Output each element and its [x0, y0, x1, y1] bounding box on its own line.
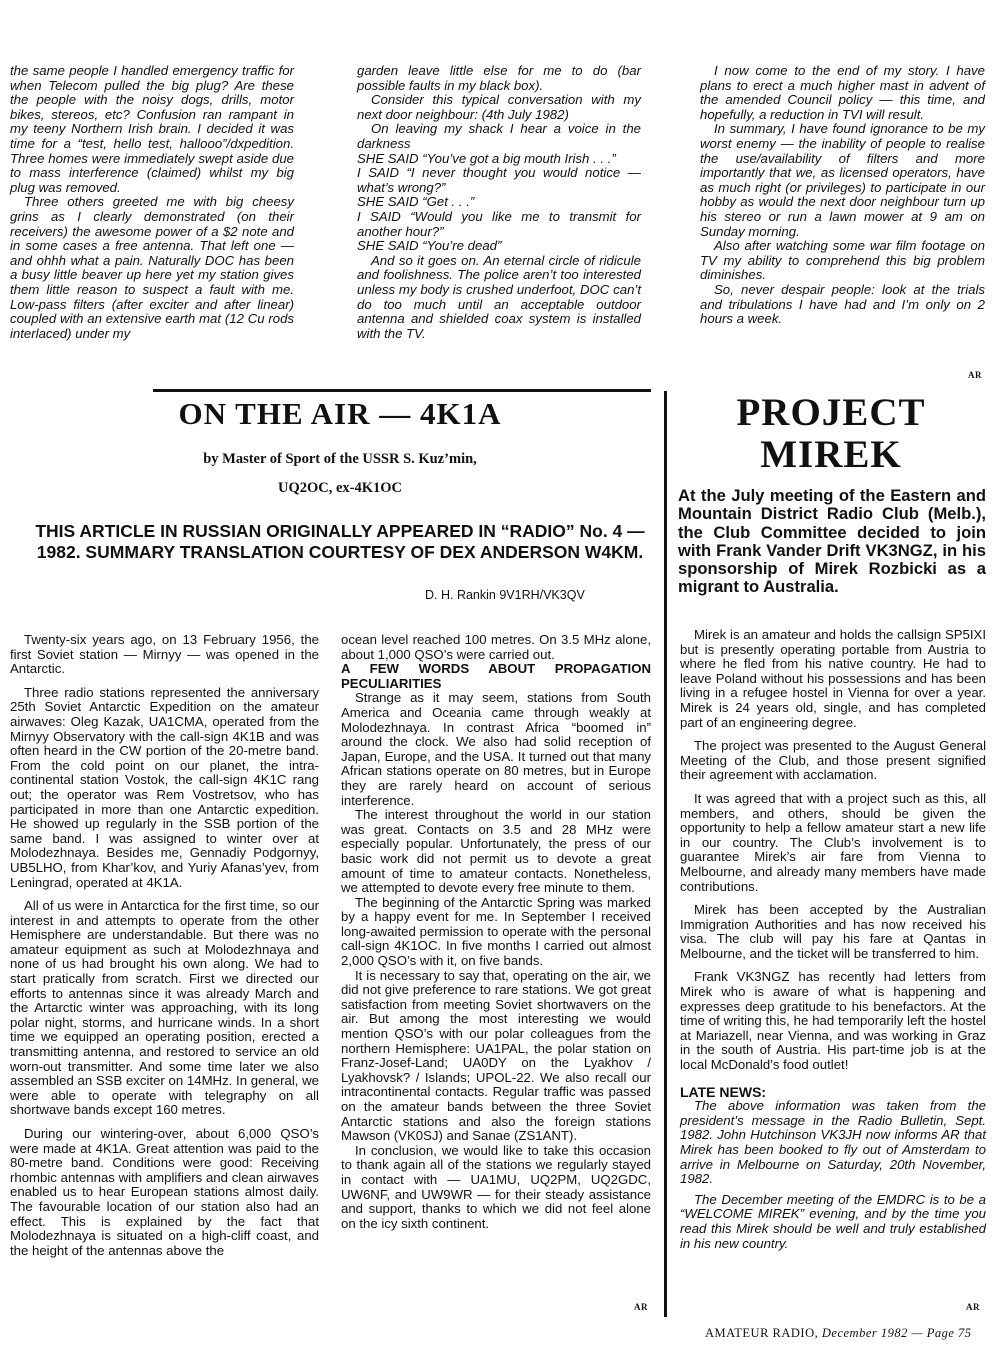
article-end-mark: AR: [634, 1302, 648, 1312]
top-col2-dialogue: I SAID “Would you like me to transmit for another hour?”: [357, 208, 641, 239]
top-col2-dialogue: SHE SAID “You’re dead”: [357, 238, 502, 254]
top-col2-dialogue: I SAID “I never thought you would notice — what’s wrong?”: [357, 165, 641, 195]
top-col3-para: So, never despair people: look at the trials and tribulations I have had and I’m only on 2 hours a week.: [700, 281, 985, 327]
top-end-mark: AR: [968, 370, 982, 380]
project-para: Mirek has been accepted by the Australian Immigration Authorities and has now received his visa. The club will pay his fare at Qantas in Melbourne, and the ticket will be transferred to him.: [680, 902, 986, 961]
vertical-divider: [664, 391, 667, 1317]
top-col2-para: And so it goes on. An eternal circle of ridicule and foolishness. The police aren’t too interested unless my body is crushed underfoot, DOC can’t do too much until an acceptable outdoor antenna and shielded coax system is installed with the TV.: [357, 252, 641, 341]
article-para: The beginning of the Antarctic Spring was marked by a happy event for me. In September I received long-awaited permission to operate with the personal call-sign 4K1OC. In five months I carried out almost 2,000 QSO’s with it, on five bands.: [341, 894, 651, 969]
article-para: Twenty-six years ago, on 13 February 1956, the first Soviet station — Mirnyy — was opened in the Antarctic.: [10, 632, 319, 677]
project-end-mark: AR: [966, 1302, 980, 1312]
article-para: ocean level reached 100 metres. On 3.5 MHz alone, about 1,000 QSO’s were carried out.: [341, 632, 651, 662]
top-col1-para: the same people I handled emergency traffic for when Telecom pulled the big plug? Are these the people with the noisy dogs, drills, motor bikes, stereos, etc? Confusion ran rampant in my teeny Northern Irish brain. I decided it was time for a “test, hello test, hallooo”/dxpedition. Three homes were immediately swept aside due to mass interference (claimed) whilst my big plug was removed.: [10, 63, 294, 195]
article-column-1: [10, 633, 319, 1258]
late-news-para: The December meeting of the EMDRC is to be a “WELCOME MIREK” evening, and by the time you read this Mirek should be well and truly established in his new country.: [680, 1191, 986, 1251]
top-col2-para: Consider this typical conversation with my next door neighbour: (4th July 1982): [357, 92, 641, 122]
article-para: Three radio stations represented the anniversary 25th Soviet Antarctic Expedition on the amateur airwaves: Oleg Kazak, UA1CMA, operated from the Mirnyy Observatory with the call-sign 4K1B and was often heard in the CW portion of the 20-metre band. From the cold point on our planet, the intra-continental station Vostok, the call-sign 4K1C rang out; the operator was Rem Vostretsov, who has participated in more than one Antarctic expedition. He showed up regularly in the SSB portion of the same band. I was assigned to winter over at Molodezhnaya. Besides me, Gennadiy Podgornyy, UB5LHO, from Khar’kov, and Yuriy Afanas’yev, from Leningrad, operated at 4K1A.: [10, 684, 319, 890]
top-col3-para: In summary, I have found ignorance to be my worst enemy — the inability of people to realise the use/availability of filters and more importantly that we, as licensed operators, have as much right (or privileges) to participate in our hobby as would the next door neighbour turn up his stereo or run a lawn mower at 9 am on Sunday morning.: [700, 121, 985, 239]
article-column-2: [341, 633, 651, 1231]
page-footer: [705, 1326, 972, 1341]
top-col2-dialogue: SHE SAID “You’ve got a big mouth Irish . . .”: [357, 150, 616, 166]
footer-magazine: AMATEUR RADIO,: [705, 1326, 819, 1340]
article-translator: D. H. Rankin 9V1RH/VK3QV: [425, 588, 585, 602]
footer-issue: December 1982 — Page 75: [821, 1326, 972, 1340]
article-para: The interest throughout the world in our station was great. Contacts on 3.5 and 28 MHz were especially popular. Unfortunately, the press of our basic work did not permit us to devote a great amount of time to amateur contacts. Nonetheless, we attempted to devote every free minute to them.: [341, 807, 651, 896]
top-col1-para: Three others greeted me with big cheesy grins as I clearly demonstrated (on their receivers) the awesome power of a $2 note and in some cases a free antenna. That left one — and ohhh what a pain. Naturally DOC has been a busy little beaver up here yet my station gives them little reason to suspect a fault with me. Low-pass filters (after exciter and after linear) coupled with an extensive earth mat (12 Cu rods interlaced) under my: [10, 194, 294, 341]
top-column-1: [10, 64, 294, 341]
horizontal-divider: [153, 389, 651, 392]
project-para: The project was presented to the August General Meeting of the Club, and those present signified their agreement with acclamation.: [680, 738, 986, 783]
top-column-3: [700, 64, 985, 327]
project-title-line1: PROJECT: [736, 391, 926, 434]
article-byline-author: by Master of Sport of the USSR S. Kuz’min,: [203, 451, 477, 467]
article-para: In conclusion, we would like to take this occasion to thank again all of the stations we regularly stayed in contact with — UA1MU, UQ2PM, UQ2GDC, UW6NF, and UW9WR — for their steady assistance and support, thanks to which we did not feel alone on the icy sixth continent.: [341, 1142, 651, 1231]
top-col2-para: On leaving my shack I hear a voice in the darkness: [357, 121, 641, 151]
article-byline-callsign: UQ2OC, ex-4K1OC: [277, 480, 403, 496]
top-col2-dialogue: SHE SAID “Get . . .”: [357, 194, 475, 210]
late-news-heading: LATE NEWS:: [680, 1083, 767, 1100]
top-col3-para: I now come to the end of my story. I have plans to erect a much higher mast in advent of the amended Council policy — this time, and hopefully, a reduction in TVI will result.: [700, 63, 985, 122]
top-col2-para: garden leave little else for me to do (bar possible faults in my black box).: [357, 63, 641, 93]
article-title: ON THE AIR — 4K1A: [178, 396, 502, 431]
late-news-para: The above information was taken from the president’s message in the Radio Bulletin, Sept. 1982. John Hutchinson VK3JH now informs AR that Mirek has been booked to fly out of Amsterdam to arrive in Melbourne on Saturday, 20th November, 1982.: [680, 1098, 986, 1187]
project-column: [680, 628, 986, 1251]
project-para: Mirek is an amateur and holds the callsign SP5IXI but is presently operating portable from Austria to where he fled from his native country. He had to leave Poland without his possessions and has been living in a refugee hostel in Vienna for over a year. Mirek is 24 years old, single, and has completed part of an engineering degree.: [680, 627, 986, 730]
project-para: Frank VK3NGZ has recently had letters from Mirek who is aware of what is happening and expresses deep gratitude to his benefactors. At the time of writing this, he had temporarily left the hostel at Mariazell, near Vienna, and was working in Graz in the south of Austria. His part-time job is at the local McDonald’s food outlet!: [680, 969, 986, 1073]
top-column-2: [357, 64, 641, 341]
article-para: Strange as it may seem, stations from South America and Oceania came through weakly at Molodezhnaya. In contrast Africa “boomed in” around the clock. We also had solid reception of Japan, Europe, and the USA. It turned out that many African stations operate on 80 metres, but in Europe they are rarely heard on account of serious interference.: [341, 690, 651, 808]
project-para: It was agreed that with a project such as this, all members, and others, should be given the opportunity to help a fellow amateur start a new life in our country. The Club’s involvement is to guarantee Mirek’s air fare from Vienna to Melbourne, and already many members have made contributions.: [680, 790, 986, 894]
top-col3-para: Also after watching some war film footage on TV my ability to comprehend this big problem diminishes.: [700, 238, 985, 283]
project-title-line2: MIREK: [760, 433, 902, 476]
section-heading: A FEW WORDS ABOUT PROPAGATION PECULIARITIES: [341, 661, 651, 691]
project-lead: At the July meeting of the Eastern and Mountain District Radio Club (Melb.), the Club Committee decided to join with Frank Vander Drift VK3NGZ, in his sponsorship of Mirek Rozbicki as a migrant to Australia.: [678, 486, 986, 597]
article-para: It is necessary to say that, operating on the air, we did not give preference to rare stations. We got great satisfaction from meeting Soviet shortwavers on the air. But among the most interesting we would mention QSO’s with our polar colleagues from the northern Hemisphere: UA1PAL, the polar station on Franz-Josef-Land; UA0DY on the Lyakhov / Lyakhovsk? / Islands; UPOL-22. We also recall our intracontinental contacts. Regular traffic was passed on the amateur bands between the three Soviet Antarctic stations and also the foreign stations Mawson (VK0SJ) and Sanae (ZS1ANT).: [341, 967, 651, 1144]
article-para: During our wintering-over, about 6,000 QSO’s were made at 4K1A. Great attention was paid to the 80-metre band. Conditions were good: Receiving rhombic antennas with amplifiers and clean airwaves enabled us to hear European stations almost daily. The favourable location of our station also had an effect. This is explained by the fact that Molodezhnaya is situated on a high-cliff coast, and the height of the antennas above the: [10, 1126, 319, 1258]
article-subhead: THIS ARTICLE IN RUSSIAN ORIGINALLY APPEARED IN “RADIO” No. 4 — 1982. SUMMARY TRANSLATION COURTESY OF DEX ANDERSON W4KM.: [35, 521, 645, 562]
article-para: All of us were in Antarctica for the first time, so our interest in and attempts to operate from the other Hemisphere are understandable. But there was no amateur equipment as such at Molodezhnaya and none of us had brought his own along. We had to start pratically from scratch. First we directed our efforts to antennas since it was already March and the Artarctic winter was approaching, with its long polar night, storms, and hurricane winds. In a short time we equipped an operating position, erected a transmitting antenna, and restored to service an old worn-out transmitter. And some time later we also assembled an SSB exciter on 14MHz. In general, we were able to operate with telegraphy on all shortwave bands except 160 metres.: [10, 898, 319, 1118]
